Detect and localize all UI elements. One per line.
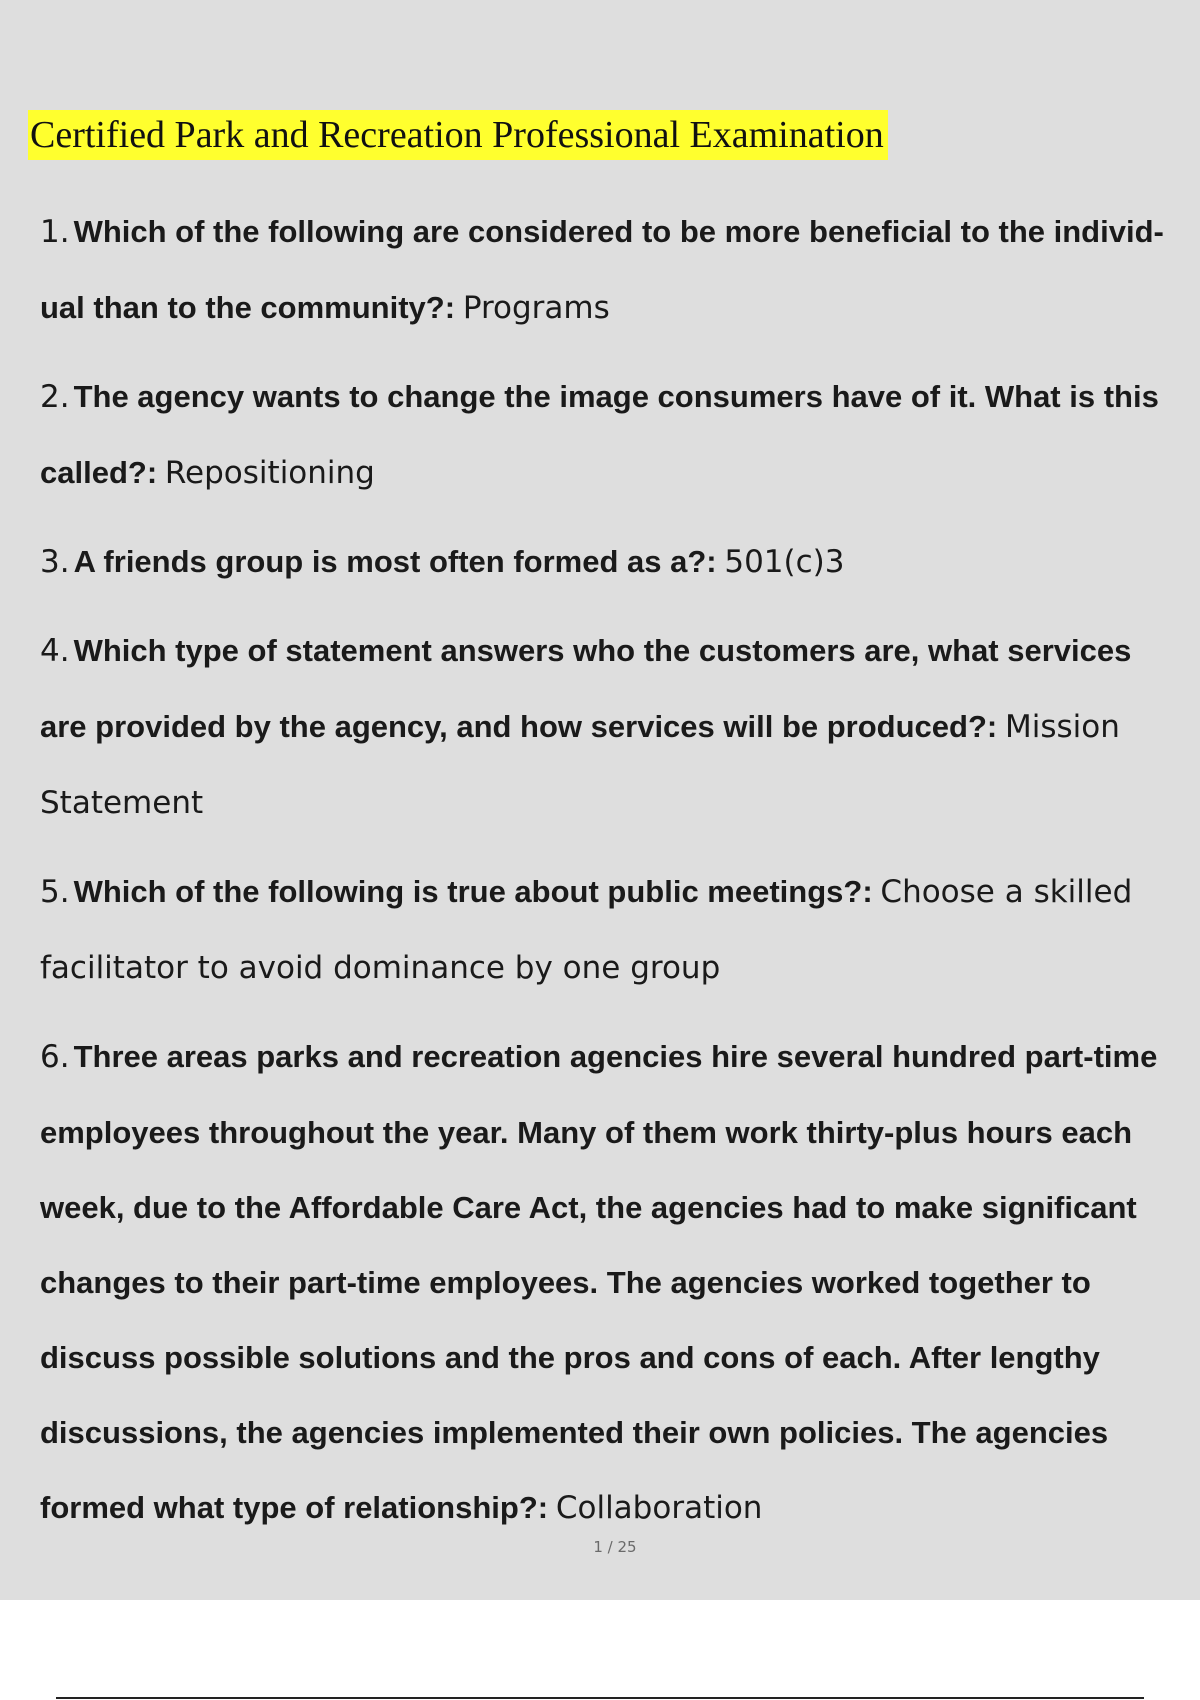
- page-number: 1 / 25: [593, 1538, 637, 1556]
- question-text: Three areas parks and recreation agencies hire several hundred part-time employees throughout the year. Many of them work thirty-plus hours each week, due to the Affordable Care Act, the agencies had to make significant changes to their part-time employees. The agencies worked together to discuss possible solutions and the pros and cons of each. After lengthy discussions, the agencies implemented their own policies. The agencies formed what type of relationship?:: [40, 1039, 1158, 1525]
- question-number: 3.: [40, 544, 70, 580]
- question-item-3: [40, 524, 1180, 600]
- question-item-4: [40, 613, 1180, 841]
- question-item-2: [40, 359, 1180, 511]
- answer-text: Mission Statement: [40, 709, 1120, 821]
- question-number: 6.: [40, 1039, 70, 1075]
- question-number: 4.: [40, 633, 70, 669]
- answer-text: Repositioning: [164, 455, 375, 491]
- answer-text: Collaboration: [555, 1490, 763, 1526]
- question-item-6: [40, 1019, 1180, 1546]
- question-number: 1.: [40, 214, 70, 250]
- question-text: Which of the following is true about public meetings?:: [73, 874, 873, 909]
- question-text: The agency wants to change the image consumers have of it. What is this called?:: [40, 379, 1159, 490]
- question-item-5: [40, 854, 1180, 1006]
- answer-text: Programs: [462, 290, 610, 326]
- question-number: 2.: [40, 379, 70, 415]
- question-list: [40, 194, 1180, 1559]
- answer-text: Choose a skilled facilitator to avoid dominance by one group: [40, 874, 1133, 986]
- question-text: Which type of statement answers who the customers are, what services are provided by the agency, and how services will be produced?:: [40, 633, 1132, 744]
- next-page-divider: [56, 1697, 1144, 1699]
- question-text: A friends group is most often formed as a?:: [73, 544, 717, 579]
- question-text: Which of the following are considered to be more beneficial to the individ- ual than to the community?:: [40, 214, 1164, 325]
- question-number: 5.: [40, 874, 70, 910]
- document-title: Certified Park and Recreation Professional Examination: [28, 110, 888, 160]
- answer-text: 501(c)3: [724, 544, 845, 580]
- question-item-1: [40, 194, 1180, 346]
